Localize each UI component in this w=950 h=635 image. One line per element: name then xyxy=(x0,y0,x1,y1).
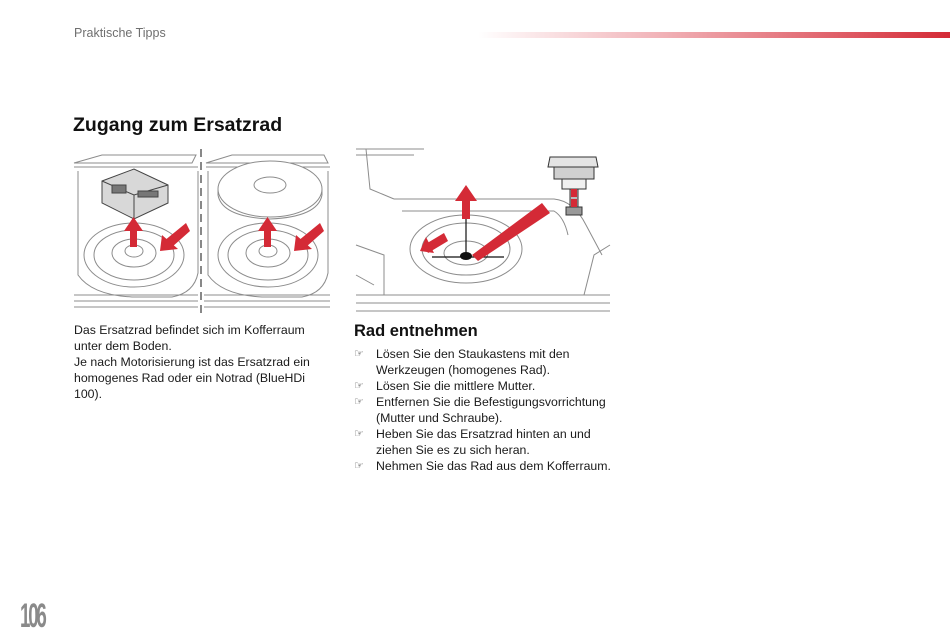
pointing-hand-icon: ☞ xyxy=(354,460,364,472)
intro-paragraph: Je nach Motorisierung ist das Ersatzrad ein homogenes Rad oder ein Notrad (BlueHDi 100). xyxy=(74,355,310,401)
step-text: Lösen Sie den Staukastens mit den Werkzeugen (homogenes Rad). xyxy=(376,347,570,377)
pointing-hand-icon: ☞ xyxy=(354,396,364,408)
list-item xyxy=(354,394,624,426)
list-item xyxy=(354,346,624,378)
page-title: Zugang zum Ersatzrad xyxy=(73,114,283,136)
pointing-hand-icon: ☞ xyxy=(354,428,364,440)
intro-text xyxy=(74,322,336,402)
step-text: Entfernen Sie die Befestigungsvorrichtung (Mutter und Schraube). xyxy=(376,395,606,425)
list-item xyxy=(354,378,624,394)
header-accent-bar xyxy=(478,32,950,38)
spare-wheel-removal-illustration xyxy=(354,145,612,317)
removal-steps-list xyxy=(354,346,624,474)
intro-paragraph: Das Ersatzrad befindet sich im Kofferraum unter dem Boden. xyxy=(74,323,305,353)
page-number: 106 xyxy=(20,597,45,635)
section-title: Praktische Tipps xyxy=(74,26,166,40)
step-text: Nehmen Sie das Rad aus dem Kofferraum. xyxy=(376,459,611,473)
list-item xyxy=(354,426,624,458)
step-text: Heben Sie das Ersatzrad hinten an und ziehen Sie es zu sich heran. xyxy=(376,427,591,457)
removal-title: Rad entnehmen xyxy=(354,322,478,340)
pointing-hand-icon: ☞ xyxy=(354,380,364,392)
spare-wheel-tool-box-illustration xyxy=(72,145,332,317)
step-text: Lösen Sie die mittlere Mutter. xyxy=(376,379,536,393)
list-item xyxy=(354,458,624,474)
pointing-hand-icon: ☞ xyxy=(354,348,364,360)
